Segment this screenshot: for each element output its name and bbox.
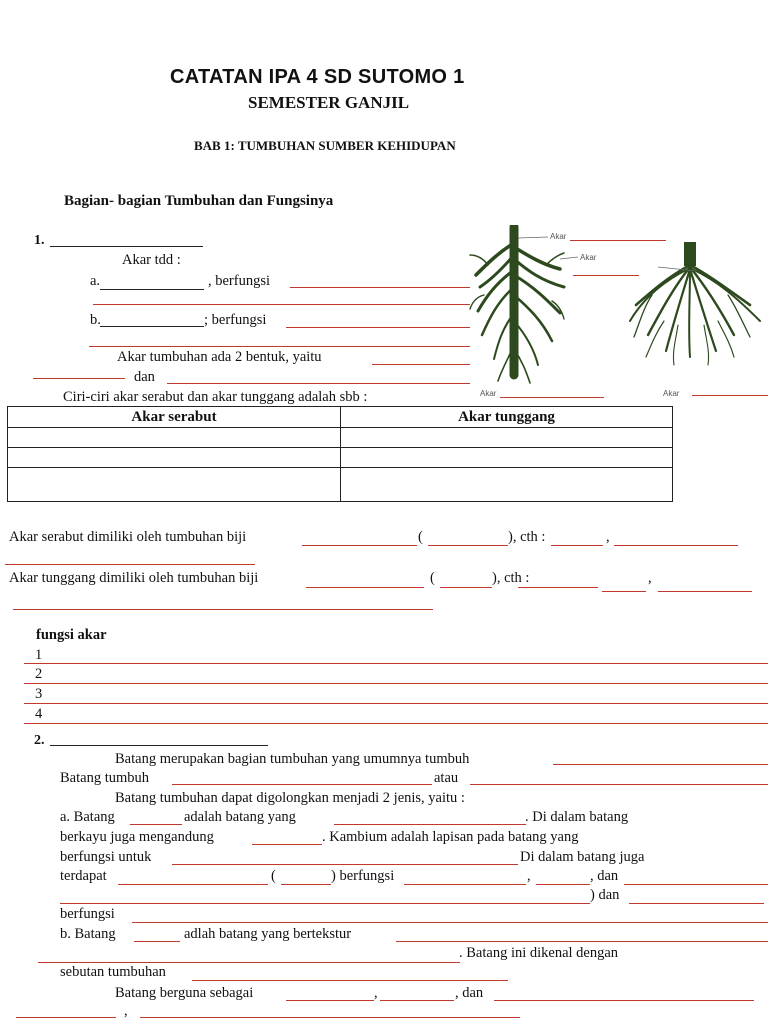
answer-line[interactable] [38,962,460,963]
table-cell[interactable] [8,448,341,468]
paren-dan: ) dan [590,887,620,903]
paren-berfungsi: ) berfungsi [331,868,395,884]
table-cell[interactable] [341,448,673,468]
question-number-1: 1. [34,233,45,248]
answer-line[interactable] [281,884,331,885]
table-cell[interactable] [8,468,341,502]
berfungsi-label: berfungsi [60,906,115,922]
table-cell[interactable] [341,428,673,448]
table-cell[interactable] [8,428,341,448]
answer-line[interactable] [93,304,470,305]
answer-line[interactable] [440,587,492,588]
table-header-tunggang: Akar tunggang [341,407,673,428]
diagram-label-akar: Akar [550,232,567,241]
batang-a-di-dalam: . Di dalam batang [525,809,629,825]
answer-line[interactable] [252,844,322,845]
serabut-text: Akar serabut dimiliki oleh tumbuhan biji [9,529,247,545]
answer-line[interactable] [24,723,768,724]
answer-line[interactable] [5,564,255,565]
batang-p2a: Batang tumbuh [60,770,150,786]
answer-line[interactable] [130,824,182,825]
item-b-fungsi: ; berfungsi [204,312,267,328]
answer-line[interactable] [372,364,470,365]
diagram-label-akar: Akar [663,389,680,398]
answer-line[interactable] [334,824,526,825]
answer-line[interactable] [172,784,432,785]
answer-line[interactable] [658,591,752,592]
akar-bentuk-text: Akar tumbuhan ada 2 bentuk, yaitu [117,349,322,365]
answer-blank[interactable] [100,289,204,290]
answer-line[interactable] [536,884,590,885]
table-cell[interactable] [341,468,673,502]
root-diagram [468,225,768,400]
comma: , [374,985,378,1001]
answer-line[interactable] [172,864,518,865]
comma: , [648,570,652,586]
answer-line[interactable] [624,884,768,885]
kambium-text: . Kambium adalah lapisan pada batang yang [322,829,579,845]
answer-line[interactable] [470,784,768,785]
ciri-text: Ciri-ciri akar serabut dan akar tunggang adalah sbb : [63,389,368,405]
item-a-fungsi: , berfungsi [208,273,271,289]
batang-a: a. Batang [60,809,115,825]
answer-line[interactable] [396,941,768,942]
answer-line[interactable] [192,980,508,981]
batang-p1: Batang merupakan bagian tumbuhan yang umumnya tumbuh [115,751,470,767]
taproot-illustration [470,227,567,383]
answer-line[interactable] [134,941,180,942]
answer-line[interactable] [629,903,764,904]
paren-open: ( [418,529,423,545]
answer-line[interactable] [553,764,768,765]
item-b-label: b. [90,312,101,328]
paren-open: ( [271,868,276,884]
fungsi-item-number: 3 [35,686,43,702]
answer-line[interactable] [167,383,470,384]
table-header-serabut: Akar serabut [8,407,341,428]
answer-line[interactable] [518,587,598,588]
answer-line[interactable] [286,1000,374,1001]
answer-line[interactable] [500,397,604,398]
answer-line[interactable] [24,703,768,704]
answer-line[interactable] [60,903,590,904]
di-dalam-juga: Di dalam batang juga [520,849,645,865]
answer-line[interactable] [428,545,508,546]
paren-open: ( [430,570,435,586]
question-number-2: 2. [34,733,45,748]
dan-label: , dan [455,985,484,1001]
dan-label: dan [134,369,155,385]
diagram-label-akar: Akar [580,253,597,262]
answer-line[interactable] [118,884,268,885]
answer-line[interactable] [602,591,646,592]
tunggang-text: Akar tunggang dimiliki oleh tumbuhan biji [9,570,259,586]
table-row [8,448,673,468]
akar-tdd-label: Akar tdd : [122,252,181,268]
item-a-label: a. [90,273,101,289]
answer-line[interactable] [302,545,417,546]
answer-line[interactable] [614,545,738,546]
answer-line[interactable] [290,287,470,288]
comma: , [606,529,610,545]
answer-line[interactable] [16,1017,116,1018]
table-row [8,428,673,448]
root-comparison-table [7,406,673,502]
diagram-pointers [518,237,696,271]
fungsi-item-number: 2 [35,666,43,682]
batang-b: b. Batang [60,926,116,942]
fungsi-item-number: 1 [35,647,43,663]
answer-line[interactable] [24,663,768,664]
sebutan-text: sebutan tumbuhan [60,964,166,980]
answer-line[interactable] [13,609,433,610]
chapter-title: BAB 1: TUMBUHAN SUMBER KEHIDUPAN [194,138,456,153]
answer-blank[interactable] [50,745,268,746]
berguna-text: Batang berguna sebagai [115,985,254,1001]
answer-line[interactable] [404,884,526,885]
fungsi-heading: fungsi akar [36,627,107,643]
comma-dan: , dan [590,868,619,884]
comma: , [527,868,531,884]
answer-line[interactable] [380,1000,454,1001]
answer-blank[interactable] [100,326,204,327]
batang-p2b: atau [434,770,459,786]
page-subtitle: SEMESTER GANJIL [248,93,410,112]
answer-line[interactable] [306,587,424,588]
answer-line[interactable] [570,240,666,241]
paren-close: ), cth : [508,529,546,545]
answer-line[interactable] [33,378,125,379]
berfungsi-untuk: berfungsi untuk [60,849,152,865]
answer-line[interactable] [551,545,603,546]
batang-p3: Batang tumbuhan dapat digolongkan menjadi 2 jenis, yaitu : [115,790,465,806]
dikenal-text: . Batang ini dikenal dengan [459,945,619,961]
answer-line[interactable] [692,395,768,396]
answer-line[interactable] [573,275,639,276]
diagram-label-akar: Akar [480,389,497,398]
fungsi-item-number: 4 [35,706,43,722]
table-row [8,468,673,502]
fibrous-root-illustration [630,242,760,365]
answer-line[interactable] [140,1017,520,1018]
batang-b-adlah: adlah batang yang bertekstur [184,926,352,942]
answer-blank[interactable] [50,246,203,247]
page-title: CATATAN IPA 4 SD SUTOMO 1 [170,66,465,88]
final-comma: , [124,1003,128,1019]
answer-line[interactable] [132,922,768,923]
terdapat-text: terdapat [60,868,107,884]
answer-line[interactable] [24,683,768,684]
answer-line[interactable] [89,346,470,347]
answer-line[interactable] [494,1000,754,1001]
berkayu-text: berkayu juga mengandung [60,829,214,845]
answer-line[interactable] [286,327,470,328]
batang-a-adalah: adalah batang yang [184,809,296,825]
paren-close: ), cth : [492,570,530,586]
section-heading: Bagian- bagian Tumbuhan dan Fungsinya [64,193,334,209]
